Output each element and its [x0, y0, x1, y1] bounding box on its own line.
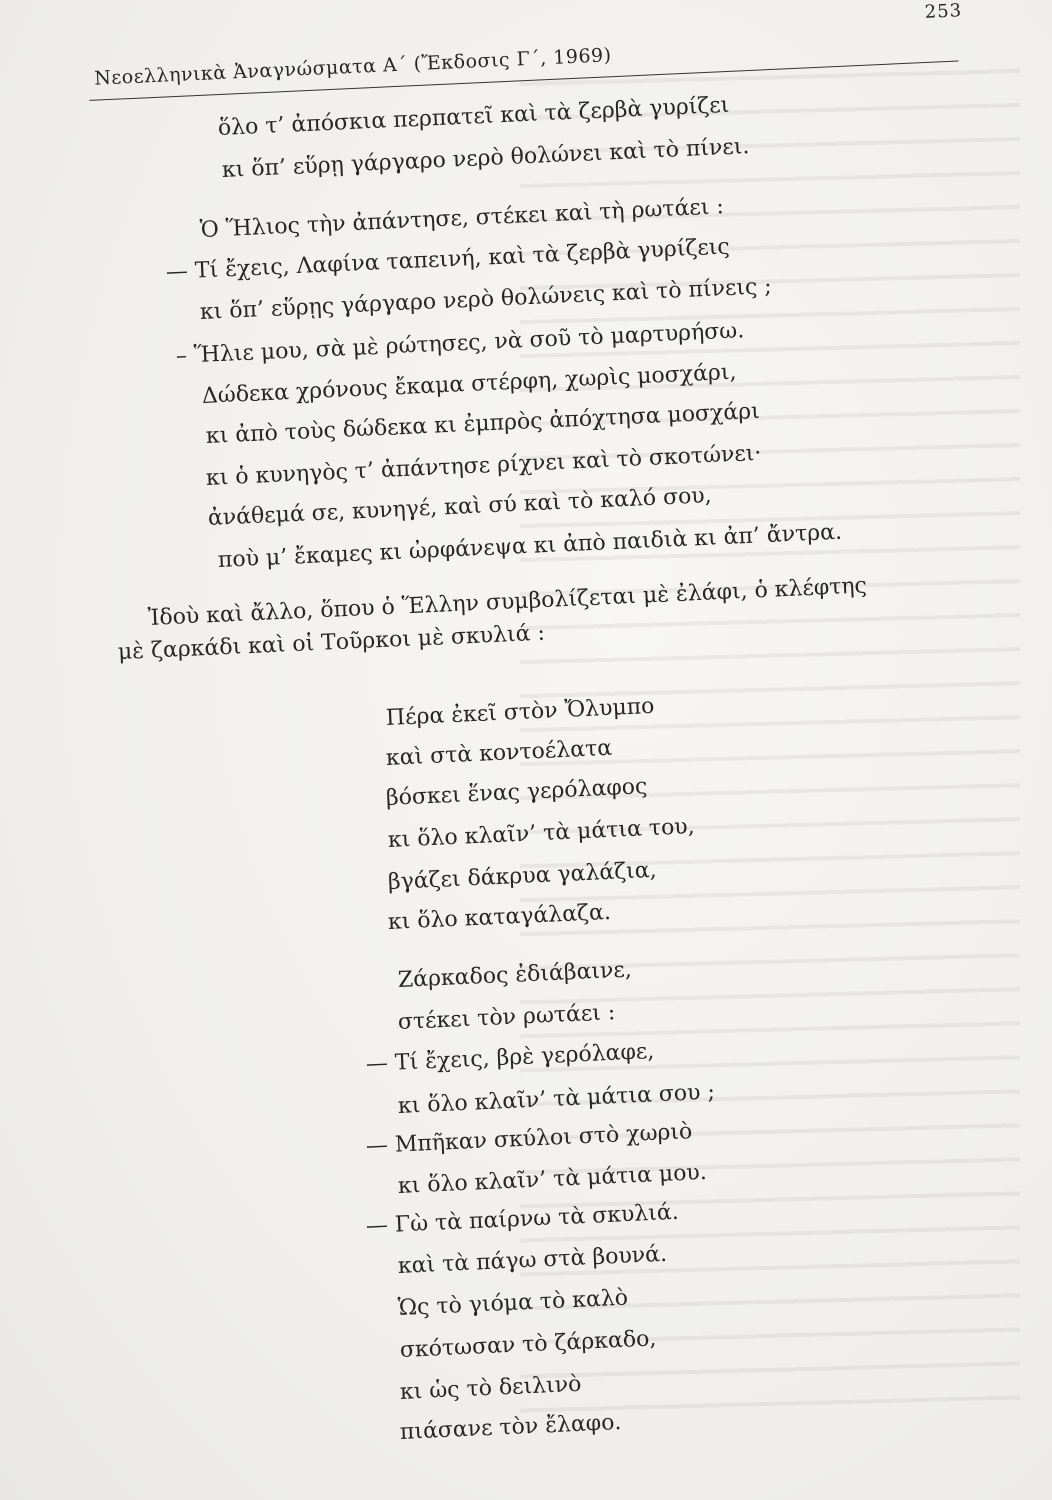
poem-line: κι ὅλο κλαῖν’ τὰ μάτια του,	[387, 814, 696, 853]
prose-line: μὲ ζαρκάδι καὶ οἱ Τοῦρκοι μὲ σκυλιά :	[117, 620, 546, 665]
poem-line: κι ὅλο κλαῖν’ τὰ μάτια σου ;	[397, 1079, 716, 1119]
poem-line: ἀνάθεμά σε, κυνηγέ, καὶ σύ καὶ τὸ καλό σου,	[207, 483, 713, 531]
poem-line: – Ἥλιε μου, σὰ μὲ ρώτησες, νὰ σοῦ τὸ μαρτυρήσω.	[175, 318, 745, 369]
poem-line: βγάζει δάκρυα γαλάζια,	[387, 857, 658, 895]
poem-line: — Γὼ τὰ παίρνω τὰ σκυλιά.	[365, 1199, 680, 1239]
page-number: 253	[924, 0, 963, 23]
poem-line: Δώδεκα χρόνους ἔκαμα στέρφη, χωρὶς μοσχάρι,	[201, 359, 737, 409]
poem-line: κι ὅπ’ εὕρῃς γάργαρο νερὸ θολώνεις καὶ τὸ πίνεις ;	[199, 274, 773, 325]
poem-line: — Τί ἔχεις, Λαφίνα ταπεινή, καὶ τὰ ζερβὰ γυρίζεις	[165, 234, 731, 285]
poem-line: στέκει τὸν ρωτάει :	[397, 1000, 616, 1035]
poem-line: ποὺ μ’ ἔκαμες κι ὠρφάνεψα κι ἀπὸ παιδιὰ κι ἀπ’ ἄντρα.	[217, 519, 843, 573]
poem-line: πιάσανε τὸν ἔλαφο.	[399, 1409, 622, 1445]
poem-line: κι ὅλο καταγάλαζα.	[387, 899, 612, 935]
poem-line: ὅλο τ’ ἀπόσκια περπατεῖ καὶ τὰ ζερβὰ γυρίζει	[217, 92, 730, 141]
poem-line: καὶ στὰ κοντοέλατα	[385, 735, 613, 771]
poem-line: Πέρα ἐκεῖ στὸν Ὄλυμπο	[385, 693, 655, 731]
poem-line: κι ὡς τὸ δειλινὸ	[399, 1371, 582, 1405]
poem-line: Ὁ Ἥλιος τὴν ἀπάντησε, στέκει καὶ τὴ ρωτάει :	[199, 194, 725, 243]
running-header	[86, 0, 969, 118]
poem-line: κι ὅλο κλαῖν’ τὰ μάτια μου.	[397, 1159, 708, 1199]
poem-line: κι ὁ κυνηγὸς τ’ ἀπάντησε ρίχνει καὶ τὸ σκοτώνει·	[205, 440, 762, 491]
poem-line: Ζάρκαδος ἐδιάβαινε,	[397, 957, 633, 993]
poem-line: κι ὅπ’ εὕρῃ γάργαρο νερὸ θολώνει καὶ τὸ πίνει.	[221, 134, 750, 183]
poem-line: βόσκει ἕνας γερόλαφος	[385, 774, 648, 811]
poem-line: Ὡς τὸ γιόμα τὸ καλὸ	[397, 1285, 629, 1321]
poem-line: — Μπῆκαν σκύλοι στὸ χωριὸ	[365, 1119, 693, 1159]
poem-line: καὶ τὰ πάγω στὰ βουνά.	[397, 1241, 668, 1279]
poem-line: — Τί ἔχεις, βρὲ γερόλαφε,	[365, 1038, 655, 1077]
header-title: Νεοελληνικὰ Ἀναγνώσματα Α΄ (Ἔκδοσις Γ΄, 1969)	[93, 44, 612, 90]
poem-line: σκότωσαν τὸ ζάρκαδο,	[399, 1326, 657, 1363]
prose-line: Ἰδοὺ καὶ ἄλλο, ὅπου ὁ Ἕλλην συμβολίζεται μὲ ἐλάφι, ὁ κλέφτης	[147, 573, 868, 631]
poem-line: κι ἀπὸ τοὺς δώδεκα κι ἐμπρὸς ἀπόχτησα μοσχάρι	[205, 398, 761, 449]
